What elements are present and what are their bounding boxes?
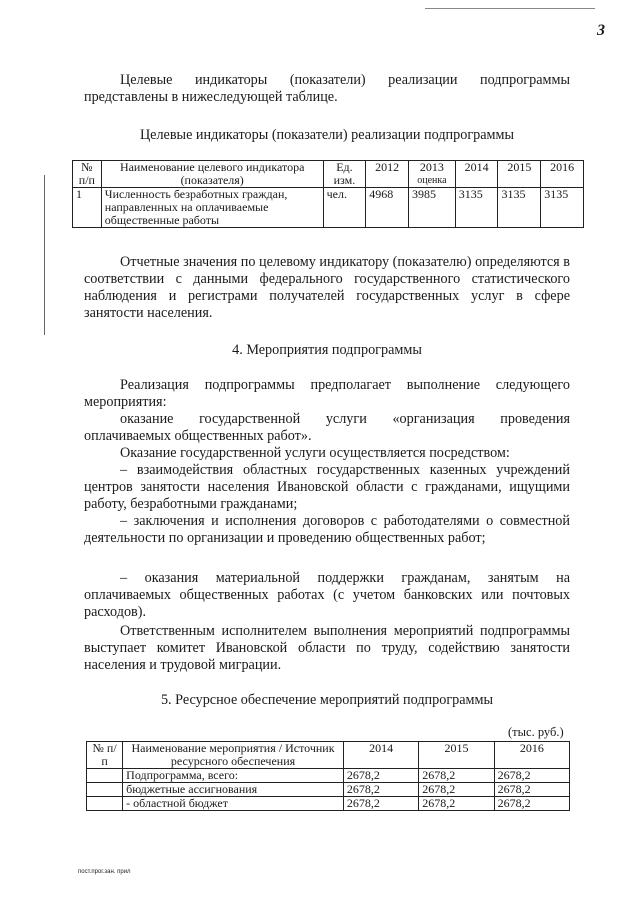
cell-2015: 2678,2 (419, 769, 494, 783)
table-row (87, 769, 570, 783)
table-row (87, 797, 570, 811)
cell-2016: 2678,2 (494, 769, 569, 783)
header-2015: 2015 (498, 161, 541, 188)
cell-unit: чел. (323, 188, 366, 228)
header-2016: 2016 (494, 742, 569, 769)
table-row (87, 783, 570, 797)
cell-name: Численность безработных граждан, направленных на оплачиваемые общественные работы (101, 188, 323, 228)
section4-p2: оказание государственной услуги «организация проведения оплачиваемых общественных работ». (84, 411, 570, 444)
section4-p5: – заключения и исполнения договоров с работодателями о совместной деятельности по организации и проведению общественных работ; (84, 513, 570, 546)
header-2013-note: оценка (417, 175, 447, 186)
cell-name: - областной бюджет (123, 797, 344, 811)
header-num: № п/п (73, 161, 102, 188)
header-name: Наименование целевого индикатора (показателя) (101, 161, 323, 188)
table1-title: Целевые индикаторы (показатели) реализации подпрограммы (139, 127, 515, 143)
cell-2014: 2678,2 (343, 769, 418, 783)
cell-2013: 3985 (409, 188, 456, 228)
cell-2016: 3135 (541, 188, 584, 228)
header-2014: 2014 (343, 742, 418, 769)
cell-2014: 3135 (455, 188, 498, 228)
section4-p6: – оказания материальной поддержки гражданам, занятым на оплачиваемых общественных работах (с учетом банковских или почтовых расходов). (84, 570, 570, 620)
section4-title: 4. Мероприятия подпрограммы (232, 342, 422, 358)
margin-line (44, 175, 45, 335)
header-2015: 2015 (419, 742, 494, 769)
section4-p4: – взаимодействия областных государственных казенных учреждений центров занятости населения Ивановской области с гражданами, ищущими работу, безработными гражданами; (84, 462, 570, 512)
cell-num (87, 769, 123, 783)
units-label: (тыс. руб.) (508, 725, 564, 739)
top-rule (425, 8, 595, 9)
cell-2015: 2678,2 (419, 783, 494, 797)
page-number: 3 (597, 22, 605, 39)
section4-p3: Оказание государственной услуги осуществляется посредством: (120, 445, 510, 461)
reporting-paragraph: Отчетные значения по целевому индикатору (показателю) определяются в соответствии с данными федерального государственного статистического наблюдения и регистрами получателей государственных услуг в сфере занятости населения. (84, 254, 570, 321)
intro-paragraph: Целевые индикаторы (показатели) реализации подпрограммы представлены в нижеследующей таблице. (84, 72, 570, 105)
section4-p7: Ответственным исполнителем выполнения мероприятий подпрограммы выступает комитет Ивановской области по труду, содействию занятости населения и трудовой миграции. (84, 623, 570, 673)
table-row (73, 188, 584, 228)
cell-2015: 3135 (498, 188, 541, 228)
header-name: Наименование мероприятия / Источник ресурсного обеспечения (123, 742, 344, 769)
table-header-row (87, 742, 570, 769)
cell-2012: 4968 (366, 188, 409, 228)
header-2016: 2016 (541, 161, 584, 188)
cell-name: бюджетные ассигнования (123, 783, 344, 797)
cell-2015: 2678,2 (419, 797, 494, 811)
section4-p1: Реализация подпрограммы предполагает выполнение следующего мероприятия: (84, 377, 570, 410)
header-2014: 2014 (455, 161, 498, 188)
section5-title: 5. Ресурсное обеспечение мероприятий подпрограммы (160, 692, 494, 708)
header-2013 (409, 161, 456, 188)
header-2012: 2012 (366, 161, 409, 188)
cell-2016: 2678,2 (494, 783, 569, 797)
indicators-table (72, 160, 584, 228)
cell-2014: 2678,2 (343, 783, 418, 797)
resources-table (86, 741, 570, 811)
cell-2016: 2678,2 (494, 797, 569, 811)
cell-num (87, 783, 123, 797)
cell-num (87, 797, 123, 811)
cell-2014: 2678,2 (343, 797, 418, 811)
footer-filename: пост.прог.зан. прил (78, 869, 131, 875)
header-num: № п/п (87, 742, 123, 769)
header-2013-year: 2013 (419, 160, 444, 174)
cell-name: Подпрограмма, всего: (123, 769, 344, 783)
header-unit: Ед. изм. (323, 161, 366, 188)
table-header-row (73, 161, 584, 188)
cell-num: 1 (73, 188, 102, 228)
